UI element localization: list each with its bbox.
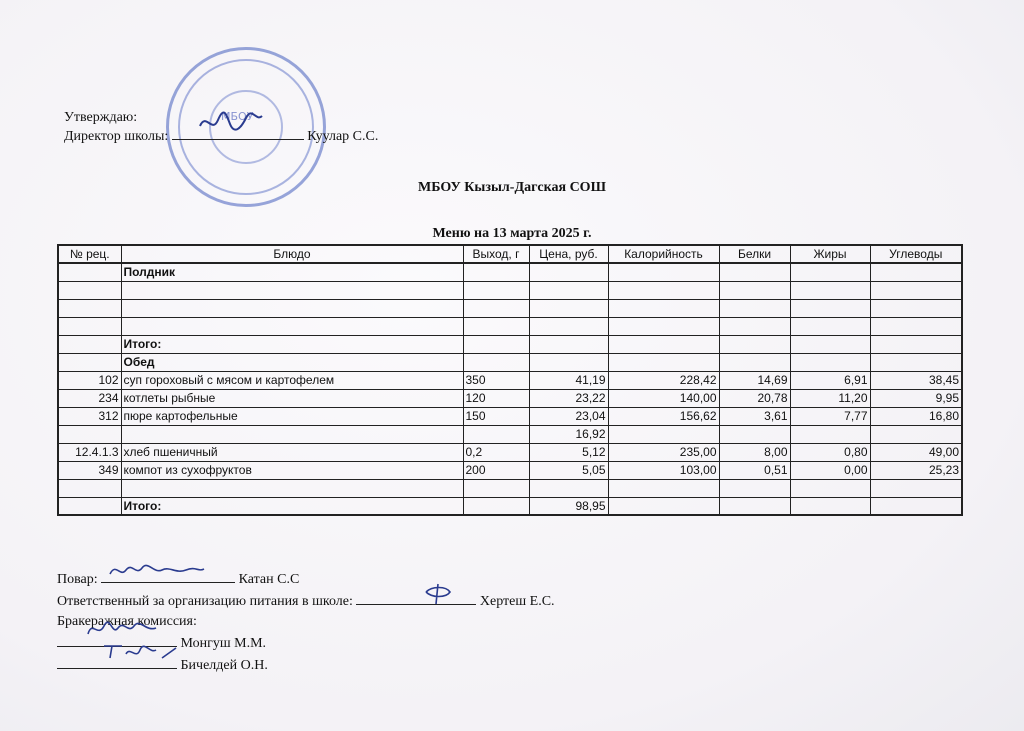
total-label: Итого:: [121, 497, 463, 515]
cell: [58, 425, 121, 443]
cell: 5,05: [529, 461, 608, 479]
menu-title: Меню на 13 марта 2025 г.: [432, 226, 592, 241]
cell: [870, 317, 962, 335]
cell: [870, 281, 962, 299]
cell: компот из сухофруктов: [121, 461, 463, 479]
cell: [529, 335, 608, 353]
stamp-label: МБОУ: [221, 110, 254, 123]
cell: 12.4.1.3: [58, 443, 121, 461]
cell: [790, 317, 870, 335]
cell: 23,04: [529, 407, 608, 425]
table-row: [58, 461, 962, 479]
cell: [529, 299, 608, 317]
responsible-signature: [418, 582, 458, 606]
cell: [870, 425, 962, 443]
cell: 7,77: [790, 407, 870, 425]
cell: 156,62: [608, 407, 719, 425]
table-row: [58, 263, 962, 281]
cell: [463, 281, 529, 299]
cell: 20,78: [719, 389, 790, 407]
cell: 16,92: [529, 425, 608, 443]
cell: [121, 299, 463, 317]
cell: [608, 497, 719, 515]
cell: 228,42: [608, 371, 719, 389]
cell: 200: [463, 461, 529, 479]
director-signature: [196, 108, 266, 136]
cell: [790, 263, 870, 281]
responsible-name: Хертеш Е.С.: [479, 594, 555, 609]
cell: [463, 263, 529, 281]
cell: 150: [463, 407, 529, 425]
cook-signature: [106, 560, 206, 582]
table-row: [58, 371, 962, 389]
cell: 102: [58, 371, 121, 389]
table-row: [58, 497, 962, 515]
cell: 14,69: [719, 371, 790, 389]
cell: [121, 281, 463, 299]
cell: 23,22: [529, 389, 608, 407]
total-label: Итого:: [121, 335, 463, 353]
cell: 25,23: [870, 461, 962, 479]
responsible-label: Ответственный за организацию питания в школе:: [57, 594, 353, 609]
member1-signature: [84, 618, 164, 640]
cell: 49,00: [870, 443, 962, 461]
cell: [58, 263, 121, 281]
cell: 349: [58, 461, 121, 479]
cell: 120: [463, 389, 529, 407]
table-row: [58, 425, 962, 443]
cell: [608, 263, 719, 281]
cell: [719, 263, 790, 281]
cell: 0,00: [790, 461, 870, 479]
header-weight: Выход, г: [463, 245, 529, 263]
director-name: Куулар С.С.: [307, 129, 379, 144]
commission-label: Бракеражная комиссия:: [57, 614, 197, 629]
cell: [790, 497, 870, 515]
cell: [790, 281, 870, 299]
cell: [58, 353, 121, 371]
cell: 0,2: [463, 443, 529, 461]
cell: 11,20: [790, 389, 870, 407]
cell: [719, 479, 790, 497]
cell: [870, 335, 962, 353]
cell: 234: [58, 389, 121, 407]
cell: хлеб пшеничный: [121, 443, 463, 461]
cell: [870, 497, 962, 515]
table-row: [58, 299, 962, 317]
cell: [870, 353, 962, 371]
total-price: 98,95: [529, 497, 608, 515]
approve-label: Утверждаю:: [64, 110, 138, 125]
cell: [58, 299, 121, 317]
member1-name: Монгуш М.М.: [180, 636, 267, 651]
responsible-signature-line: [356, 590, 476, 605]
cell: [58, 479, 121, 497]
cell: [790, 299, 870, 317]
cell: [463, 335, 529, 353]
table-row: [58, 479, 962, 497]
table-header-row: [58, 245, 962, 263]
cell: 8,00: [719, 443, 790, 461]
menu-table: [57, 244, 963, 516]
cell: [608, 353, 719, 371]
cell: [719, 497, 790, 515]
cell: [790, 335, 870, 353]
table-row: [58, 281, 962, 299]
cell: 16,80: [870, 407, 962, 425]
header-price: Цена, руб.: [529, 245, 608, 263]
section-label: Полдник: [121, 263, 463, 281]
cell: [529, 263, 608, 281]
cell: 0,80: [790, 443, 870, 461]
member2-name: Бичелдей О.Н.: [180, 658, 268, 673]
cell: [719, 299, 790, 317]
cell: [463, 299, 529, 317]
cell: [529, 281, 608, 299]
section-label: Обед: [121, 353, 463, 371]
table-row: [58, 353, 962, 371]
cell: суп гороховый с мясом и картофелем: [121, 371, 463, 389]
header-recipe: № рец.: [58, 245, 121, 263]
table-row: [58, 407, 962, 425]
cell: [121, 425, 463, 443]
cell: [58, 335, 121, 353]
cell: [121, 479, 463, 497]
cell: 140,00: [608, 389, 719, 407]
cell: [790, 425, 870, 443]
cell: [719, 317, 790, 335]
table-row: [58, 335, 962, 353]
cell: 41,19: [529, 371, 608, 389]
table-row: [58, 317, 962, 335]
table-body: [58, 263, 962, 515]
cell: [463, 317, 529, 335]
cell: [870, 299, 962, 317]
header-protein: Белки: [719, 245, 790, 263]
cell: [529, 353, 608, 371]
table-row: [58, 389, 962, 407]
cell: 9,95: [870, 389, 962, 407]
school-name: МБОУ Кызыл-Дагская СОШ: [418, 180, 606, 195]
responsible-row: [57, 590, 555, 612]
cell: 6,91: [790, 371, 870, 389]
cell: [58, 497, 121, 515]
cell: [58, 281, 121, 299]
header-fat: Жиры: [790, 245, 870, 263]
cell: [608, 479, 719, 497]
cook-name: Катан С.С: [238, 572, 300, 587]
cell: [790, 479, 870, 497]
header-calories: Калорийность: [608, 245, 719, 263]
cell: 312: [58, 407, 121, 425]
cook-label: Повар:: [57, 572, 98, 587]
cell: [608, 299, 719, 317]
cell: [870, 263, 962, 281]
cell: [58, 317, 121, 335]
cell: [608, 281, 719, 299]
header-carbs: Углеводы: [870, 245, 962, 263]
cell: котлеты рыбные: [121, 389, 463, 407]
cell: [529, 479, 608, 497]
cell: 5,12: [529, 443, 608, 461]
cell: 235,00: [608, 443, 719, 461]
cell: [790, 353, 870, 371]
cell: [529, 317, 608, 335]
cell: [463, 353, 529, 371]
cell: пюре картофельные: [121, 407, 463, 425]
cell: 350: [463, 371, 529, 389]
cell: [463, 479, 529, 497]
cell: 103,00: [608, 461, 719, 479]
cell: [608, 317, 719, 335]
cell: [719, 335, 790, 353]
table-row: [58, 443, 962, 461]
cell: 38,45: [870, 371, 962, 389]
cell: [870, 479, 962, 497]
header-dish: Блюдо: [121, 245, 463, 263]
cell: [608, 425, 719, 443]
cell: 3,61: [719, 407, 790, 425]
member2-signature: [100, 640, 180, 662]
cell: [463, 497, 529, 515]
cell: 0,51: [719, 461, 790, 479]
director-label: Директор школы:: [64, 129, 169, 144]
cell: [719, 353, 790, 371]
cell: [719, 281, 790, 299]
cell: [719, 425, 790, 443]
cell: [463, 425, 529, 443]
cell: [608, 335, 719, 353]
cell: [121, 317, 463, 335]
